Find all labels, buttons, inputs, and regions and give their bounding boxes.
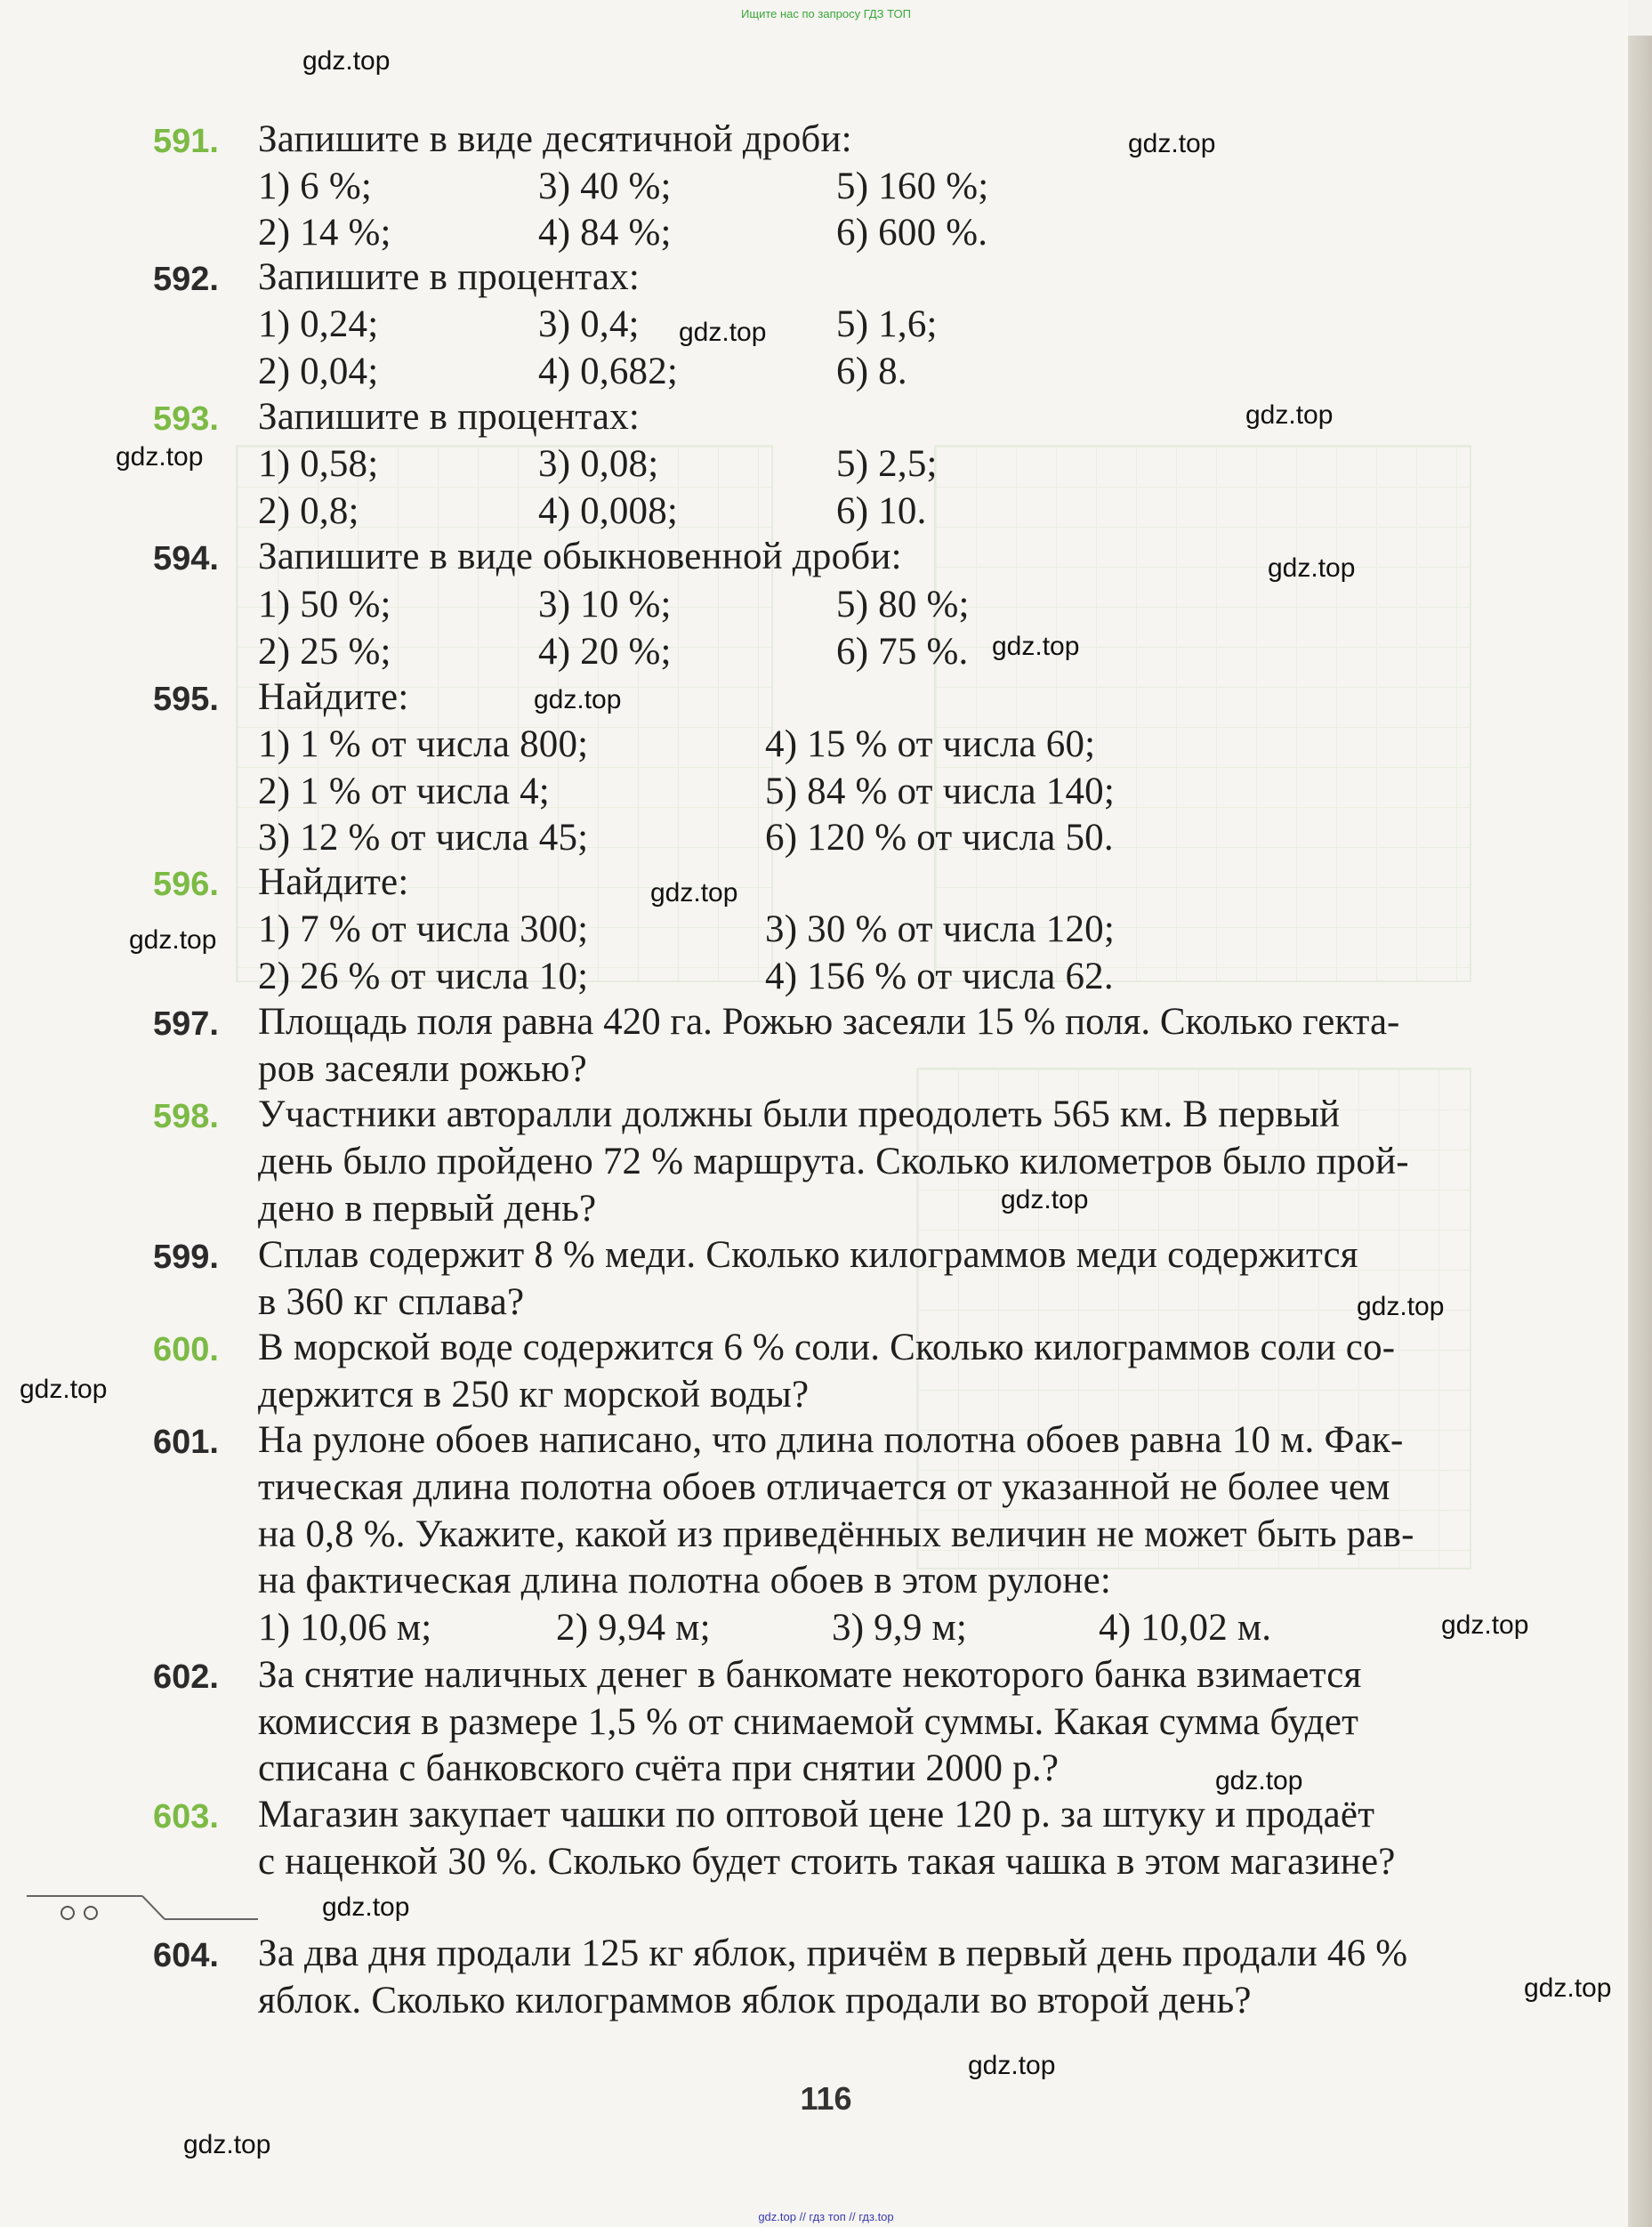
problem-591-item: 3) 40 %;	[538, 165, 672, 207]
watermark-text: gdz.top	[1215, 1766, 1303, 1795]
problem-596-item: 1) 7 % от числа 300;	[258, 908, 589, 950]
problem-594-item: 1) 50 %;	[258, 584, 391, 625]
problem-601-line: тическая длина полотна обоев отличается от указанной не более чем	[258, 1466, 1390, 1508]
problem-602-line: комиссия в размере 1,5 % от снимаемой суммы. Какая сумма будет	[258, 1701, 1359, 1743]
problem-number-597: 597.	[153, 1005, 219, 1043]
problem-595-item: 3) 12 % от числа 45;	[258, 817, 589, 859]
problem-595-item: 5) 84 % от числа 140;	[765, 771, 1116, 812]
problem-number-603: 603.	[153, 1798, 219, 1836]
problem-601-option: 4) 10,02 м.	[1099, 1607, 1272, 1649]
problem-number-593: 593.	[153, 400, 219, 438]
problem-591-item: 4) 84 %;	[538, 212, 672, 254]
problem-595-item: 2) 1 % от числа 4;	[258, 771, 550, 812]
problem-598-line: день было пройдено 72 % маршрута. Сколько километров было прой-	[258, 1141, 1409, 1182]
problem-593-item: 4) 0,008;	[538, 490, 679, 532]
problem-591-item: 6) 600 %.	[836, 212, 988, 254]
page-number: 116	[800, 2080, 852, 2117]
problem-595-item: 6) 120 % от числа 50.	[765, 817, 1114, 859]
watermark-text: gdz.top	[20, 1375, 108, 1404]
problem-592-item: 3) 0,4;	[538, 303, 640, 345]
watermark-text: gdz.top	[302, 46, 391, 76]
problem-592-title: Запишите в процентах:	[258, 256, 641, 298]
problem-602-line: За снятие наличных денег в банкомате некоторого банка взимается	[258, 1654, 1362, 1696]
problem-592-item: 6) 8.	[836, 351, 907, 392]
problem-number-591: 591.	[153, 123, 219, 160]
page-edge-shadow	[1628, 36, 1652, 2227]
problem-number-601: 601.	[153, 1424, 219, 1461]
problem-591-title: Запишите в виде десятичной дроби:	[258, 118, 852, 160]
problem-591-item: 5) 160 %;	[836, 165, 989, 207]
problem-595-item: 4) 15 % от числа 60;	[765, 723, 1096, 765]
problem-592-item: 5) 1,6;	[836, 303, 938, 345]
problem-591-item: 1) 6 %;	[258, 165, 372, 207]
watermark-text: gdz.top	[992, 632, 1080, 661]
problem-604-line: яблок. Сколько килограммов яблок продали во второй день?	[258, 1980, 1252, 2021]
problem-594-item: 2) 25 %;	[258, 631, 391, 673]
watermark-text: gdz.top	[129, 925, 217, 955]
problem-596-item: 2) 26 % от числа 10;	[258, 956, 589, 997]
problem-number-600: 600.	[153, 1331, 219, 1368]
watermark-text: gdz.top	[322, 1892, 410, 1922]
problem-592-item: 2) 0,04;	[258, 351, 379, 392]
problem-594-item: 6) 75 %.	[836, 631, 969, 673]
watermark-text: gdz.top	[1001, 1185, 1089, 1214]
problem-number-592: 592.	[153, 261, 219, 298]
problem-601-line: на фактическая длина полотна обоев в этом рулоне:	[258, 1560, 1112, 1602]
watermark-text: gdz.top	[679, 318, 767, 347]
problem-597-text: Площадь поля равна 420 га. Рожью засеяли 15 % поля. Сколько гекта-	[258, 1001, 1400, 1043]
problem-597-line: ров засеяли рожью?	[258, 1048, 587, 1090]
footer-note: gdz.top // гдз топ // гдз.top	[758, 2210, 894, 2223]
problem-596-item: 4) 156 % от числа 62.	[765, 956, 1114, 997]
watermark-text: gdz.top	[534, 685, 622, 714]
problem-599-line: Сплав содержит 8 % меди. Сколько килограммов меди содержится	[258, 1234, 1358, 1276]
problem-604-line: За два дня продали 125 кг яблок, причём в первый день продали 46 %	[258, 1932, 1408, 1974]
problem-591-item: 2) 14 %;	[258, 212, 391, 254]
problem-593-item: 1) 0,58;	[258, 443, 379, 485]
problem-595-item: 1) 1 % от числа 800;	[258, 723, 589, 765]
problem-603-line: с наценкой 30 %. Сколько будет стоить такая чашка в этом магазине?	[258, 1841, 1396, 1883]
watermark-text: gdz.top	[1524, 1973, 1612, 2003]
problem-594-item: 4) 20 %;	[538, 631, 672, 673]
watermark-text: gdz.top	[650, 878, 738, 908]
problem-593-item: 5) 2,5;	[836, 443, 938, 485]
problem-593-item: 6) 10.	[836, 490, 927, 532]
watermark-text: gdz.top	[1357, 1292, 1445, 1321]
problem-600-line: В морской воде содержится 6 % соли. Сколько килограммов соли со-	[258, 1327, 1396, 1368]
watermark-text: gdz.top	[968, 2051, 1056, 2080]
margin-decoration-icon	[27, 1891, 258, 1926]
problem-number-598: 598.	[153, 1098, 219, 1135]
problem-593-item: 2) 0,8;	[258, 490, 359, 532]
problem-596-item: 3) 30 % от числа 120;	[765, 908, 1116, 950]
faded-grid-bleedthrough	[934, 445, 1471, 982]
problem-594-item: 5) 80 %;	[836, 584, 970, 625]
watermark-text: gdz.top	[183, 2130, 271, 2159]
problem-601-option: 1) 10,06 м;	[258, 1607, 432, 1649]
problem-600-line: держится в 250 кг морской воды?	[258, 1374, 810, 1416]
problem-601-line: На рулоне обоев написано, что длина полотна обоев равна 10 м. Фак-	[258, 1419, 1404, 1461]
problem-number-602: 602.	[153, 1658, 219, 1696]
problem-603-line: Магазин закупает чашки по оптовой цене 120 р. за штуку и продаёт	[258, 1794, 1375, 1836]
watermark-text: gdz.top	[1128, 129, 1216, 158]
problem-number-596: 596.	[153, 866, 219, 903]
problem-596-title: Найдите:	[258, 861, 409, 903]
problem-601-option: 2) 9,94 м;	[556, 1607, 711, 1649]
problem-598-line: дено в первый день?	[258, 1188, 597, 1230]
problem-number-599: 599.	[153, 1239, 219, 1276]
problem-592-item: 4) 0,682;	[538, 351, 679, 392]
watermark-text: gdz.top	[1268, 553, 1356, 583]
watermark-text: gdz.top	[1245, 400, 1334, 430]
problem-593-title: Запишите в процентах:	[258, 396, 641, 438]
problem-594-item: 3) 10 %;	[538, 584, 672, 625]
problem-601-option: 3) 9,9 м;	[832, 1607, 968, 1649]
watermark-text: gdz.top	[1441, 1610, 1529, 1640]
problem-number-594: 594.	[153, 540, 219, 577]
problem-595-title: Найдите:	[258, 676, 409, 718]
watermark-text: gdz.top	[116, 442, 204, 472]
problem-number-595: 595.	[153, 681, 219, 718]
problem-number-604: 604.	[153, 1937, 219, 1974]
problem-598-line: Участники авторалли должны были преодолеть 565 км. В первый	[258, 1093, 1341, 1135]
problem-593-item: 3) 0,08;	[538, 443, 659, 485]
problem-599-line: в 360 кг сплава?	[258, 1281, 525, 1323]
problem-601-line: на 0,8 %. Укажите, какой из приведённых величин не может быть рав-	[258, 1513, 1414, 1555]
header-note: Ищите нас по запросу ГДЗ ТОП	[741, 7, 911, 20]
problem-594-title: Запишите в виде обыкновенной дроби:	[258, 536, 902, 577]
problem-602-line: списана с банковского счёта при снятии 2000 р.?	[258, 1747, 1060, 1789]
problem-597-line	[258, 1000, 1552, 1044]
problem-592-item: 1) 0,24;	[258, 303, 379, 345]
